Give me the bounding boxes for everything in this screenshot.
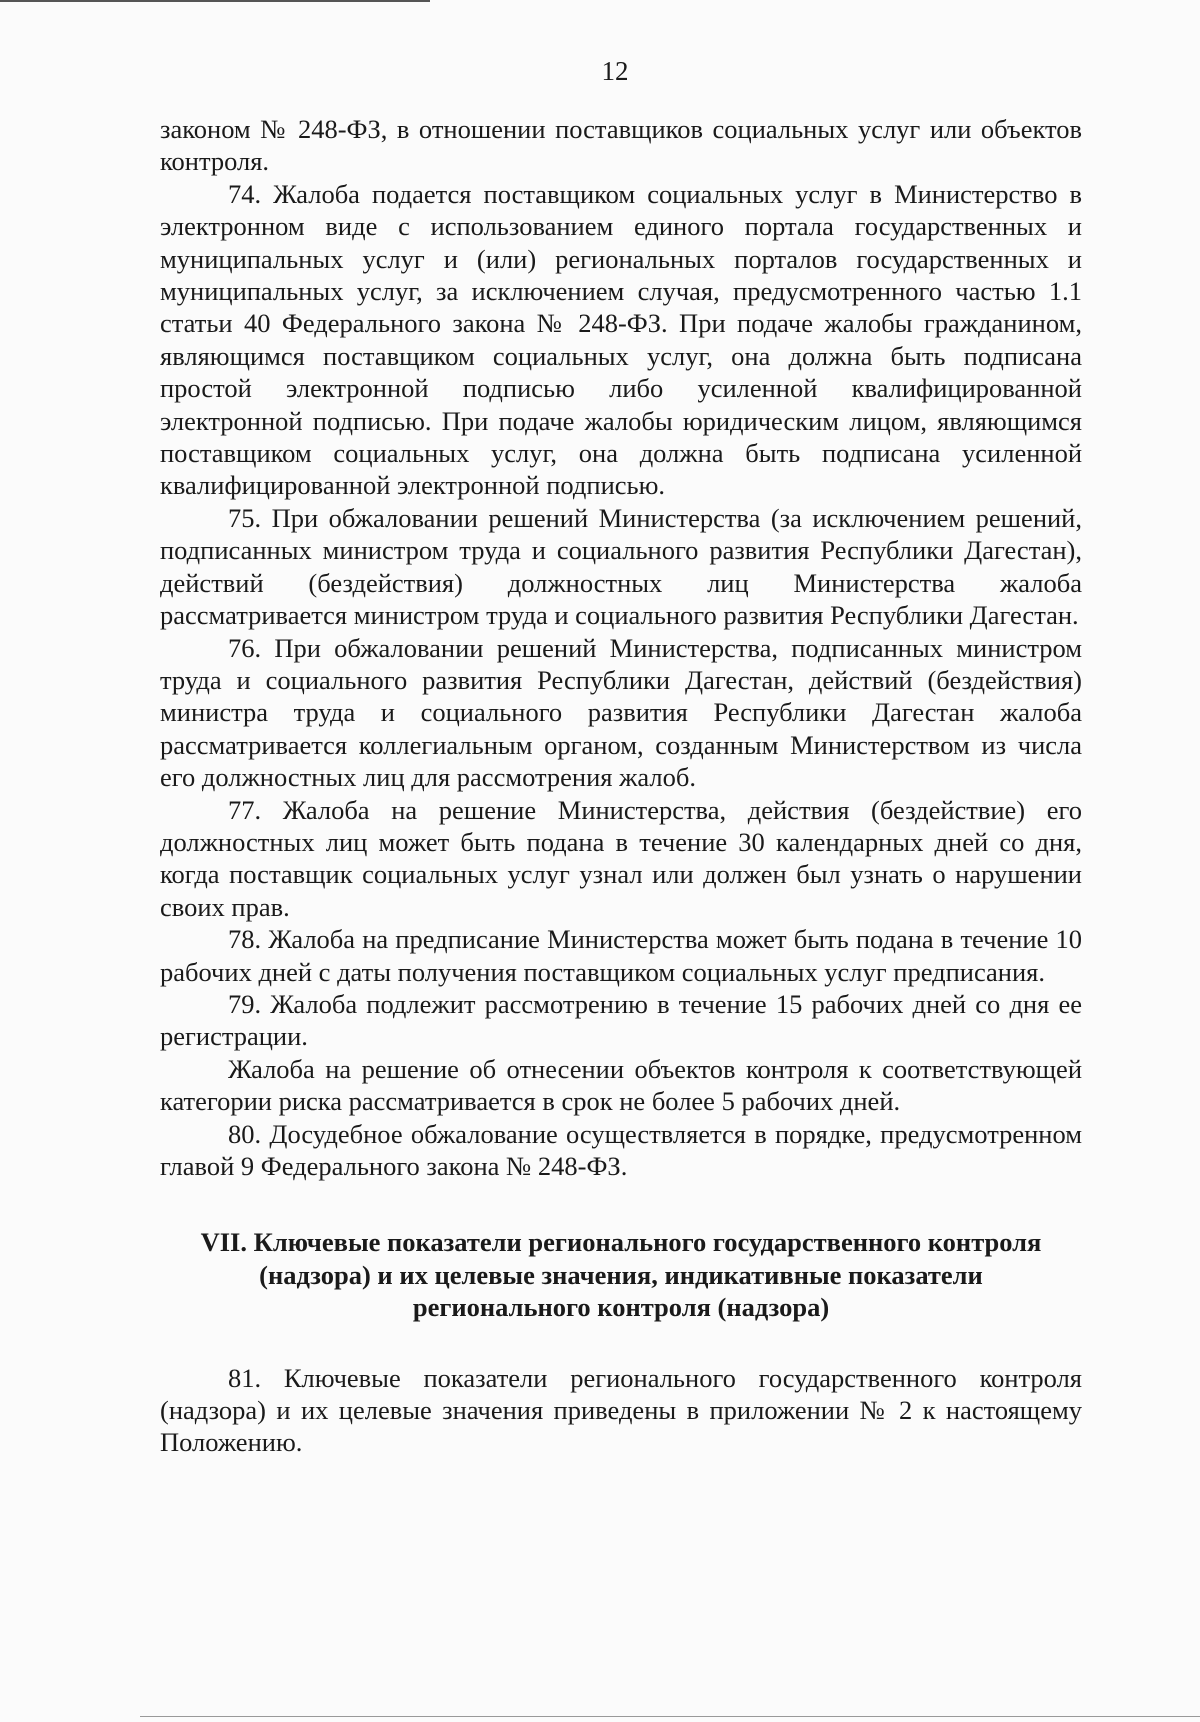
paragraphs-before-section <box>160 113 1082 1182</box>
document-body <box>160 113 1082 1459</box>
paragraph-p78: 78. Жалоба на предписание Министерства может быть подана в течение 10 рабочих дней с даты получения поставщиком социальных услуг предписания. <box>160 924 1082 987</box>
paragraph-p-cont: законом № 248-ФЗ, в отношении поставщиков социальных услуг или объектов контроля. <box>160 114 1082 177</box>
paragraph-p79b: Жалоба на решение об отнесении объектов контроля к соответствующей категории риска рассматривается в срок не более 5 рабочих дней. <box>160 1053 1082 1117</box>
scan-edge-top <box>0 0 430 2</box>
paragraph-p79: 79. Жалоба подлежит рассмотрению в течение 15 рабочих дней со дня ее регистрации. <box>160 988 1082 1052</box>
paragraph-p81: 81. Ключевые показатели регионального государственного контроля (надзора) и их целевые значения приведены в приложении № 2 к настоящему Положению. <box>160 1362 1082 1458</box>
paragraph-p77: 77. Жалоба на решение Министерства, действия (бездействие) его должностных лиц может быть подана в течение 30 календарных дней со дня, когда поставщик социальных услуг узнал или должен был узнать о нарушении своих прав. <box>160 794 1082 922</box>
section-heading: VII. Ключевые показатели регионального государственного контроля (надзора) и их целевые значения, индикативные показатели регионального контроля (надзора) <box>200 1227 1042 1323</box>
paragraph-p75: 75. При обжаловании решений Министерства (за исключением решений, подписанных министром труда и социального развития Республики Дагестан), действий (бездействия) должностных лиц Министерства жалоба рассматривается министром труда и социального развития Республики Дагестан. <box>160 502 1082 631</box>
scan-edge-bottom <box>140 1716 1200 1717</box>
page-number: 12 <box>601 56 629 86</box>
paragraph-p74: 74. Жалоба подается поставщиком социальных услуг в Министерство в электронном виде с использованием единого портала государственных и муниципальных услуг и (или) региональных порталов государственных и муниципальных услуг, за исключением случая, предусмотренного частью 1.1 статьи 40 Федерального закона № 248-ФЗ. При подаче жалобы гражданином, являющимся поставщиком социальных услуг, она должна быть подписана простой электронной подписью либо усиленной квалифицированной электронной подписью. При подаче жалобы юридическим лицом, являющимся поставщиком социальных услуг, она должна быть подписана усиленной квалифицированной электронной подписью. <box>160 178 1082 501</box>
paragraph-p76: 76. При обжаловании решений Министерства, подписанных министром труда и социального развития Республики Дагестан, действий (бездействия) министра труда и социального развития Республики Дагестан жалоба рассматривается коллегиальным органом, созданным Министерством из числа его должностных лиц для рассмотрения жалоб. <box>160 632 1082 793</box>
paragraph-p80: 80. Досудебное обжалование осуществляется в порядке, предусмотренном главой 9 Федерального закона № 248-ФЗ. <box>160 1118 1082 1181</box>
paragraphs-after-section <box>160 1362 1082 1459</box>
